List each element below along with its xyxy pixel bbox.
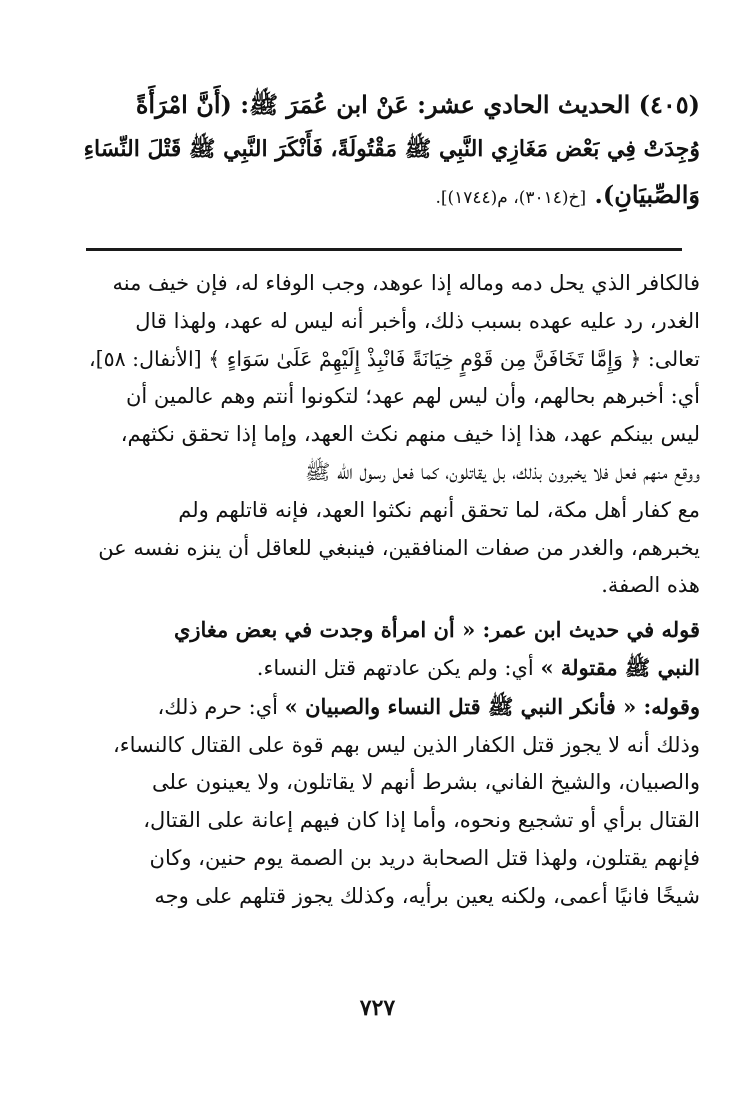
explanation-text: أي: ولم يكن عادتهم قتل النساء.	[256, 655, 541, 680]
commentary-line: مع كفار أهل مكة، لما تحقق أنهم نكثوا العهد، فإنه قاتلهم ولم	[178, 497, 700, 522]
commentary-line: فإنهم يقتلون، ولهذا قتل الصحابة دريد بن الصمة يوم حنين، وكان	[149, 845, 700, 870]
hadith-text-block	[78, 82, 700, 217]
commentary-line: ووقع منهم فعل فلا يخبرون بذلك، بل يقاتلون، كما فعل رسول الله ﷺ	[304, 459, 700, 484]
commentary-line: يخبرهم، والغدر من صفات المنافقين، فينبغي للعاقل أن ينزه نفسه عن	[98, 535, 700, 560]
commentary-line: القتال برأي أو تشجيع ونحوه، وأما إذا كان فيهم إعانة على القتال،	[143, 808, 700, 833]
paragraph-2-line-1: قوله في حديث ابن عمر: « أن امرأة وجدت في بعض مغازي	[173, 617, 700, 643]
commentary-line: شيخًا فانيًا أعمى، ولكنه يعين برأيه، وكذلك يجوز قتلهم على وجه	[154, 883, 700, 908]
commentary-line: والصبيان، والشيخ الفاني، بشرط أنهم لا يقاتلون، ولا يعينون على	[152, 770, 700, 795]
hadith-line: وُجِدَتْ فِي بَعْض مَغَازِي النَّبِي ﷺ مَقْتُولَةً، فَأَنْكَرَ النَّبِي ﷺ قَتْلَ النِّسَاءِ	[83, 136, 700, 162]
paragraph-2-line-2	[78, 649, 700, 688]
page-number: ٧٢٧	[359, 995, 396, 1021]
commentary-line: وذلك أنه لا يجوز قتل الكفار الذين ليس بهم قوة على القتال كالنساء،	[112, 732, 700, 757]
commentary-line: ليس بينكم عهد، هذا إذا خيف منهم نكث العهد، وإما إذا تحقق نكثهم،	[120, 422, 700, 447]
commentary-line: الغدر، رد عليه عهده بسبب ذلك، وأخبر أنه ليس له عهد، ولهذا قال	[135, 308, 700, 333]
commentary-line: تعالى: ﴿ وَإِمَّا تَخَافَنَّ مِن قَوْمٍ خِيَانَةً فَانْبِذْ إِلَيْهِمْ عَلَىٰ سَوَاءٍ ﴾ [الأنفال: ٥٨]،	[89, 346, 700, 371]
hadith-line	[78, 172, 700, 217]
explanation-text: أي: حرم ذلك،	[157, 694, 285, 719]
hadith-line: (٤٠٥) الحديث الحادي عشر: عَنْ ابن عُمَرَ ﷺ: (أَنَّ امْرَأَةً	[135, 90, 700, 119]
hadith-line-end: وَالصِّبيَانِ).	[594, 180, 700, 209]
quoted-phrase: وقوله: « فأنكر النبي ﷺ قتل النساء والصبيان »	[284, 693, 700, 719]
commentary-line: أي: أخبرهم بحالهم، وأن ليس لهم عهد؛ لتكونوا أنتم وهم عالمين أن	[125, 384, 700, 409]
separator-line	[86, 248, 682, 251]
commentary-line: فالكافر الذي يحل دمه وماله إذا عوهد، وجب الوفاء له، فإن خيف منه	[112, 271, 700, 295]
commentary-text-block	[78, 265, 700, 916]
hadith-reference: [خ(٣٠١٤)، م(١٧٤٤)].	[435, 188, 587, 208]
paragraph-3-line-1	[78, 688, 700, 727]
quoted-phrase: النبي ﷺ مقتولة »	[540, 654, 700, 680]
commentary-line: هذه الصفة.	[601, 573, 700, 598]
